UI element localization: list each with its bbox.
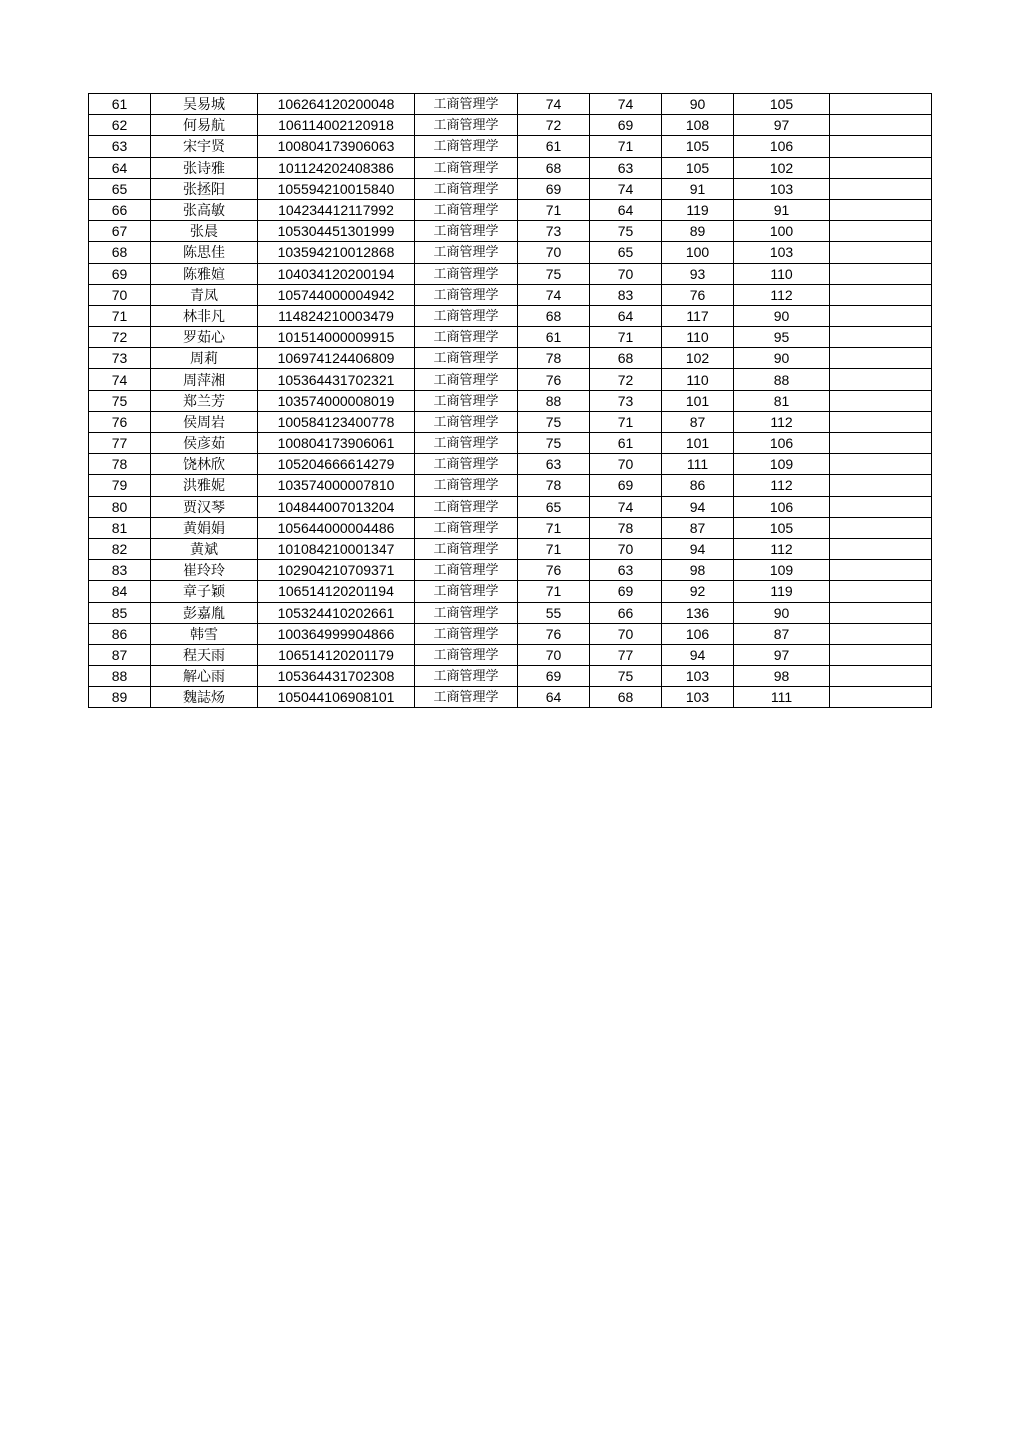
row-number: 80 <box>89 496 151 517</box>
remark-cell <box>830 496 932 517</box>
name-cell: 宋宇贤 <box>151 136 258 157</box>
name-cell: 洪雅妮 <box>151 475 258 496</box>
name-cell: 章子颖 <box>151 581 258 602</box>
exam-id-cell: 101084210001347 <box>258 538 415 559</box>
score-2-cell: 70 <box>590 263 662 284</box>
name-cell: 张拯阳 <box>151 178 258 199</box>
remark-cell <box>830 602 932 623</box>
score-4-cell: 109 <box>734 560 830 581</box>
score-1-cell: 68 <box>518 157 590 178</box>
score-4-cell: 105 <box>734 517 830 538</box>
score-4-cell: 90 <box>734 305 830 326</box>
score-2-cell: 78 <box>590 517 662 538</box>
exam-id-cell: 100804173906061 <box>258 433 415 454</box>
remark-cell <box>830 263 932 284</box>
table-row <box>89 538 932 559</box>
row-number: 70 <box>89 284 151 305</box>
table-row <box>89 327 932 348</box>
major-cell: 工商管理学 <box>415 221 518 242</box>
row-number: 82 <box>89 538 151 559</box>
name-cell: 崔玲玲 <box>151 560 258 581</box>
score-2-cell: 75 <box>590 666 662 687</box>
exam-id-cell: 103574000008019 <box>258 390 415 411</box>
score-2-cell: 77 <box>590 644 662 665</box>
major-cell: 工商管理学 <box>415 348 518 369</box>
score-3-cell: 93 <box>662 263 734 284</box>
score-2-cell: 64 <box>590 199 662 220</box>
score-1-cell: 71 <box>518 517 590 538</box>
score-3-cell: 110 <box>662 369 734 390</box>
exam-id-cell: 106114002120918 <box>258 115 415 136</box>
exam-id-cell: 100584123400778 <box>258 411 415 432</box>
score-1-cell: 76 <box>518 560 590 581</box>
remark-cell <box>830 560 932 581</box>
exam-id-cell: 106264120200048 <box>258 94 415 115</box>
score-1-cell: 63 <box>518 454 590 475</box>
score-3-cell: 101 <box>662 390 734 411</box>
table-row <box>89 199 932 220</box>
exam-id-cell: 105594210015840 <box>258 178 415 199</box>
row-number: 78 <box>89 454 151 475</box>
name-cell: 张高敏 <box>151 199 258 220</box>
table-row <box>89 475 932 496</box>
major-cell: 工商管理学 <box>415 560 518 581</box>
exam-id-cell: 101124202408386 <box>258 157 415 178</box>
exam-id-cell: 114824210003479 <box>258 305 415 326</box>
major-cell: 工商管理学 <box>415 369 518 390</box>
major-cell: 工商管理学 <box>415 411 518 432</box>
score-1-cell: 71 <box>518 199 590 220</box>
name-cell: 魏誌炀 <box>151 687 258 708</box>
remark-cell <box>830 157 932 178</box>
exam-id-cell: 103574000007810 <box>258 475 415 496</box>
score-4-cell: 119 <box>734 581 830 602</box>
name-cell: 吴易城 <box>151 94 258 115</box>
score-1-cell: 76 <box>518 369 590 390</box>
score-1-cell: 69 <box>518 666 590 687</box>
score-4-cell: 106 <box>734 136 830 157</box>
row-number: 65 <box>89 178 151 199</box>
exam-id-cell: 104234412117992 <box>258 199 415 220</box>
name-cell: 程天雨 <box>151 644 258 665</box>
major-cell: 工商管理学 <box>415 623 518 644</box>
score-3-cell: 119 <box>662 199 734 220</box>
exam-id-cell: 105304451301999 <box>258 221 415 242</box>
score-3-cell: 90 <box>662 94 734 115</box>
score-3-cell: 106 <box>662 623 734 644</box>
name-cell: 周莉 <box>151 348 258 369</box>
exam-id-cell: 105324410202661 <box>258 602 415 623</box>
score-3-cell: 105 <box>662 136 734 157</box>
exam-id-cell: 104034120200194 <box>258 263 415 284</box>
major-cell: 工商管理学 <box>415 475 518 496</box>
score-2-cell: 69 <box>590 115 662 136</box>
name-cell: 黄娟娟 <box>151 517 258 538</box>
score-4-cell: 112 <box>734 475 830 496</box>
major-cell: 工商管理学 <box>415 454 518 475</box>
exam-id-cell: 106514120201179 <box>258 644 415 665</box>
remark-cell <box>830 242 932 263</box>
score-4-cell: 109 <box>734 454 830 475</box>
remark-cell <box>830 623 932 644</box>
score-2-cell: 63 <box>590 157 662 178</box>
remark-cell <box>830 517 932 538</box>
major-cell: 工商管理学 <box>415 602 518 623</box>
score-3-cell: 86 <box>662 475 734 496</box>
score-4-cell: 91 <box>734 199 830 220</box>
score-3-cell: 136 <box>662 602 734 623</box>
score-1-cell: 55 <box>518 602 590 623</box>
table-row <box>89 221 932 242</box>
table-row <box>89 602 932 623</box>
remark-cell <box>830 644 932 665</box>
row-number: 85 <box>89 602 151 623</box>
score-2-cell: 68 <box>590 687 662 708</box>
remark-cell <box>830 115 932 136</box>
score-1-cell: 75 <box>518 433 590 454</box>
exam-id-cell: 105044106908101 <box>258 687 415 708</box>
table-row <box>89 411 932 432</box>
score-1-cell: 75 <box>518 411 590 432</box>
score-3-cell: 103 <box>662 687 734 708</box>
row-number: 87 <box>89 644 151 665</box>
score-4-cell: 87 <box>734 623 830 644</box>
score-table <box>88 93 932 708</box>
score-3-cell: 98 <box>662 560 734 581</box>
row-number: 66 <box>89 199 151 220</box>
score-1-cell: 68 <box>518 305 590 326</box>
table-row <box>89 305 932 326</box>
score-3-cell: 100 <box>662 242 734 263</box>
remark-cell <box>830 475 932 496</box>
score-1-cell: 73 <box>518 221 590 242</box>
score-1-cell: 70 <box>518 644 590 665</box>
row-number: 72 <box>89 327 151 348</box>
score-4-cell: 105 <box>734 94 830 115</box>
major-cell: 工商管理学 <box>415 305 518 326</box>
score-2-cell: 66 <box>590 602 662 623</box>
table-row <box>89 157 932 178</box>
score-4-cell: 97 <box>734 115 830 136</box>
table-row <box>89 136 932 157</box>
major-cell: 工商管理学 <box>415 666 518 687</box>
table-row <box>89 560 932 581</box>
score-2-cell: 63 <box>590 560 662 581</box>
name-cell: 周萍湘 <box>151 369 258 390</box>
major-cell: 工商管理学 <box>415 136 518 157</box>
row-number: 62 <box>89 115 151 136</box>
score-table-body <box>89 94 932 708</box>
name-cell: 陈雅媗 <box>151 263 258 284</box>
score-3-cell: 108 <box>662 115 734 136</box>
name-cell: 解心雨 <box>151 666 258 687</box>
score-3-cell: 92 <box>662 581 734 602</box>
score-4-cell: 90 <box>734 602 830 623</box>
exam-id-cell: 105644000004486 <box>258 517 415 538</box>
score-2-cell: 61 <box>590 433 662 454</box>
score-4-cell: 103 <box>734 242 830 263</box>
score-3-cell: 94 <box>662 644 734 665</box>
row-number: 89 <box>89 687 151 708</box>
row-number: 71 <box>89 305 151 326</box>
score-4-cell: 95 <box>734 327 830 348</box>
name-cell: 张晨 <box>151 221 258 242</box>
score-3-cell: 87 <box>662 517 734 538</box>
exam-id-cell: 101514000009915 <box>258 327 415 348</box>
score-1-cell: 78 <box>518 348 590 369</box>
row-number: 88 <box>89 666 151 687</box>
table-row <box>89 454 932 475</box>
score-3-cell: 101 <box>662 433 734 454</box>
score-3-cell: 110 <box>662 327 734 348</box>
name-cell: 韩雪 <box>151 623 258 644</box>
score-1-cell: 71 <box>518 581 590 602</box>
score-4-cell: 106 <box>734 496 830 517</box>
score-4-cell: 100 <box>734 221 830 242</box>
remark-cell <box>830 199 932 220</box>
score-3-cell: 103 <box>662 666 734 687</box>
exam-id-cell: 106514120201194 <box>258 581 415 602</box>
score-1-cell: 78 <box>518 475 590 496</box>
row-number: 76 <box>89 411 151 432</box>
score-2-cell: 71 <box>590 136 662 157</box>
remark-cell <box>830 411 932 432</box>
table-row <box>89 94 932 115</box>
remark-cell <box>830 433 932 454</box>
remark-cell <box>830 390 932 411</box>
score-1-cell: 71 <box>518 538 590 559</box>
name-cell: 何易航 <box>151 115 258 136</box>
score-2-cell: 73 <box>590 390 662 411</box>
table-row <box>89 644 932 665</box>
table-row <box>89 178 932 199</box>
score-4-cell: 88 <box>734 369 830 390</box>
row-number: 83 <box>89 560 151 581</box>
score-1-cell: 74 <box>518 284 590 305</box>
score-1-cell: 70 <box>518 242 590 263</box>
row-number: 68 <box>89 242 151 263</box>
table-row <box>89 263 932 284</box>
score-2-cell: 69 <box>590 475 662 496</box>
exam-id-cell: 105744000004942 <box>258 284 415 305</box>
score-4-cell: 112 <box>734 284 830 305</box>
table-row <box>89 433 932 454</box>
row-number: 75 <box>89 390 151 411</box>
row-number: 77 <box>89 433 151 454</box>
score-3-cell: 89 <box>662 221 734 242</box>
score-4-cell: 97 <box>734 644 830 665</box>
remark-cell <box>830 327 932 348</box>
row-number: 61 <box>89 94 151 115</box>
name-cell: 彭嘉胤 <box>151 602 258 623</box>
major-cell: 工商管理学 <box>415 115 518 136</box>
score-1-cell: 61 <box>518 136 590 157</box>
score-3-cell: 117 <box>662 305 734 326</box>
major-cell: 工商管理学 <box>415 284 518 305</box>
score-2-cell: 65 <box>590 242 662 263</box>
score-3-cell: 87 <box>662 411 734 432</box>
name-cell: 侯彦茹 <box>151 433 258 454</box>
score-2-cell: 72 <box>590 369 662 390</box>
remark-cell <box>830 454 932 475</box>
major-cell: 工商管理学 <box>415 178 518 199</box>
score-1-cell: 61 <box>518 327 590 348</box>
score-4-cell: 106 <box>734 433 830 454</box>
name-cell: 陈思佳 <box>151 242 258 263</box>
score-1-cell: 72 <box>518 115 590 136</box>
row-number: 74 <box>89 369 151 390</box>
table-row <box>89 687 932 708</box>
name-cell: 贾汉琴 <box>151 496 258 517</box>
table-row <box>89 666 932 687</box>
score-2-cell: 69 <box>590 581 662 602</box>
name-cell: 黄斌 <box>151 538 258 559</box>
score-3-cell: 102 <box>662 348 734 369</box>
major-cell: 工商管理学 <box>415 538 518 559</box>
score-2-cell: 70 <box>590 454 662 475</box>
score-1-cell: 76 <box>518 623 590 644</box>
major-cell: 工商管理学 <box>415 199 518 220</box>
score-1-cell: 88 <box>518 390 590 411</box>
score-2-cell: 70 <box>590 538 662 559</box>
score-2-cell: 74 <box>590 496 662 517</box>
major-cell: 工商管理学 <box>415 496 518 517</box>
row-number: 86 <box>89 623 151 644</box>
name-cell: 饶林欣 <box>151 454 258 475</box>
score-2-cell: 70 <box>590 623 662 644</box>
score-2-cell: 64 <box>590 305 662 326</box>
remark-cell <box>830 221 932 242</box>
exam-id-cell: 105364431702321 <box>258 369 415 390</box>
exam-id-cell: 105364431702308 <box>258 666 415 687</box>
remark-cell <box>830 581 932 602</box>
score-2-cell: 74 <box>590 178 662 199</box>
score-4-cell: 110 <box>734 263 830 284</box>
score-4-cell: 111 <box>734 687 830 708</box>
table-row <box>89 284 932 305</box>
major-cell: 工商管理学 <box>415 242 518 263</box>
score-1-cell: 74 <box>518 94 590 115</box>
exam-id-cell: 104844007013204 <box>258 496 415 517</box>
table-row <box>89 496 932 517</box>
name-cell: 侯周岩 <box>151 411 258 432</box>
remark-cell <box>830 284 932 305</box>
table-row <box>89 242 932 263</box>
score-4-cell: 90 <box>734 348 830 369</box>
major-cell: 工商管理学 <box>415 263 518 284</box>
score-3-cell: 94 <box>662 496 734 517</box>
major-cell: 工商管理学 <box>415 390 518 411</box>
major-cell: 工商管理学 <box>415 157 518 178</box>
score-1-cell: 69 <box>518 178 590 199</box>
score-2-cell: 68 <box>590 348 662 369</box>
exam-id-cell: 100364999904866 <box>258 623 415 644</box>
table-row <box>89 390 932 411</box>
score-1-cell: 75 <box>518 263 590 284</box>
remark-cell <box>830 136 932 157</box>
table-row <box>89 581 932 602</box>
score-2-cell: 75 <box>590 221 662 242</box>
exam-id-cell: 105204666614279 <box>258 454 415 475</box>
name-cell: 林非凡 <box>151 305 258 326</box>
score-2-cell: 71 <box>590 327 662 348</box>
row-number: 69 <box>89 263 151 284</box>
name-cell: 青凤 <box>151 284 258 305</box>
score-4-cell: 81 <box>734 390 830 411</box>
row-number: 79 <box>89 475 151 496</box>
name-cell: 罗茹心 <box>151 327 258 348</box>
major-cell: 工商管理学 <box>415 687 518 708</box>
score-3-cell: 111 <box>662 454 734 475</box>
score-2-cell: 71 <box>590 411 662 432</box>
score-1-cell: 64 <box>518 687 590 708</box>
major-cell: 工商管理学 <box>415 581 518 602</box>
table-row <box>89 369 932 390</box>
major-cell: 工商管理学 <box>415 517 518 538</box>
score-4-cell: 103 <box>734 178 830 199</box>
row-number: 73 <box>89 348 151 369</box>
exam-id-cell: 100804173906063 <box>258 136 415 157</box>
exam-id-cell: 106974124406809 <box>258 348 415 369</box>
row-number: 64 <box>89 157 151 178</box>
exam-id-cell: 102904210709371 <box>258 560 415 581</box>
remark-cell <box>830 369 932 390</box>
remark-cell <box>830 666 932 687</box>
score-4-cell: 102 <box>734 157 830 178</box>
remark-cell <box>830 348 932 369</box>
major-cell: 工商管理学 <box>415 327 518 348</box>
score-4-cell: 112 <box>734 538 830 559</box>
major-cell: 工商管理学 <box>415 644 518 665</box>
score-4-cell: 98 <box>734 666 830 687</box>
score-2-cell: 74 <box>590 94 662 115</box>
row-number: 67 <box>89 221 151 242</box>
table-row <box>89 115 932 136</box>
remark-cell <box>830 538 932 559</box>
name-cell: 张诗雅 <box>151 157 258 178</box>
row-number: 81 <box>89 517 151 538</box>
score-1-cell: 65 <box>518 496 590 517</box>
score-3-cell: 76 <box>662 284 734 305</box>
table-row <box>89 517 932 538</box>
row-number: 63 <box>89 136 151 157</box>
score-3-cell: 91 <box>662 178 734 199</box>
remark-cell <box>830 305 932 326</box>
remark-cell <box>830 687 932 708</box>
score-2-cell: 83 <box>590 284 662 305</box>
score-sheet <box>88 93 931 708</box>
name-cell: 郑兰芳 <box>151 390 258 411</box>
major-cell: 工商管理学 <box>415 433 518 454</box>
remark-cell <box>830 94 932 115</box>
remark-cell <box>830 178 932 199</box>
table-row <box>89 348 932 369</box>
score-3-cell: 105 <box>662 157 734 178</box>
row-number: 84 <box>89 581 151 602</box>
score-3-cell: 94 <box>662 538 734 559</box>
exam-id-cell: 103594210012868 <box>258 242 415 263</box>
table-row <box>89 623 932 644</box>
score-4-cell: 112 <box>734 411 830 432</box>
major-cell: 工商管理学 <box>415 94 518 115</box>
